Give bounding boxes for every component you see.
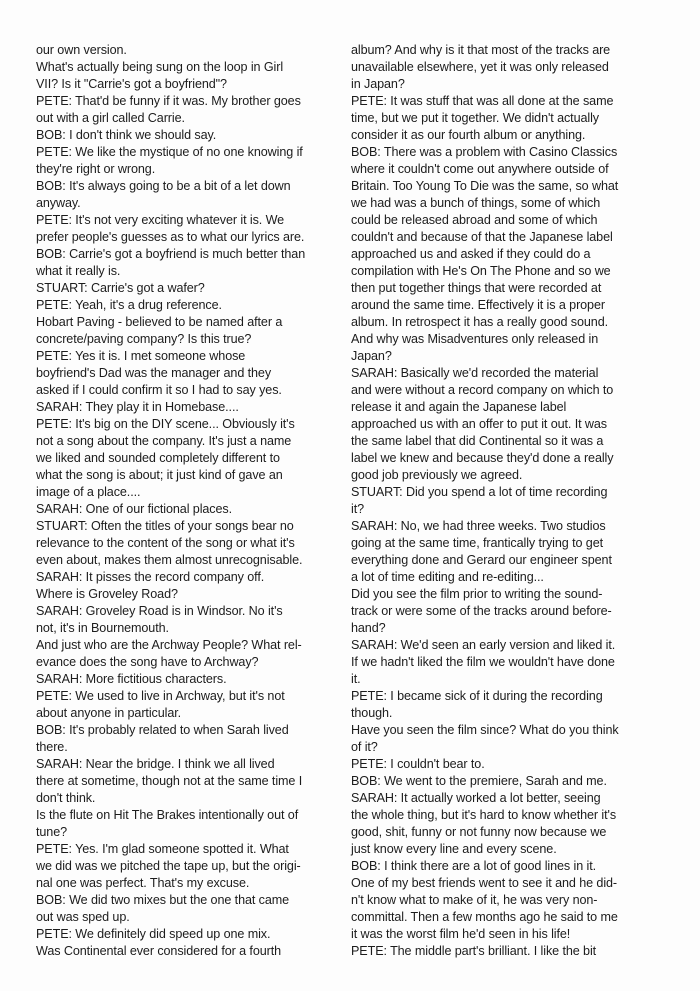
- text-line: in Japan?: [351, 77, 405, 91]
- text-line: going at the same time, frantically trying to get: [351, 536, 603, 550]
- text-line: prefer people's guesses as to what our lyrics are.: [36, 230, 305, 244]
- text-line: not a song about the company. It's just a name: [36, 434, 292, 448]
- text-line: good job previously we agreed.: [351, 468, 523, 482]
- text-line: compilation with He's On The Phone and so we: [351, 264, 611, 278]
- text-line: BOB: I think there are a lot of good lines in it.: [351, 859, 597, 873]
- text-line: asked if I could confirm it so I had to say yes.: [36, 383, 282, 397]
- text-line: BOB: We went to the premiere, Sarah and me.: [351, 774, 607, 788]
- text-line: don't think.: [36, 791, 96, 805]
- text-line: If we hadn't liked the film we wouldn't have done: [351, 655, 615, 669]
- text-line: PETE: It's big on the DIY scene... Obviously it's: [36, 417, 295, 431]
- text-line: PETE: We like the mystique of no one knowing if: [36, 145, 303, 159]
- text-line: PETE: Yes it is. I met someone whose: [36, 349, 246, 363]
- text-line: the same label that did Continental so it was a: [351, 434, 604, 448]
- text-line: SARAH: Basically we'd recorded the material: [351, 366, 599, 380]
- text-line: then put together things that were recorded at: [351, 281, 602, 295]
- text-line: a lot of time editing and re-editing...: [351, 570, 544, 584]
- text-line: relevance to the content of the song or what it's: [36, 536, 295, 550]
- text-line: couldn't and because of that the Japanese label: [351, 230, 613, 244]
- text-line: though.: [351, 706, 393, 720]
- text-line: SARAH: It pisses the record company off.: [36, 570, 265, 584]
- text-line: it was the worst film he'd seen in his life!: [351, 927, 571, 941]
- text-line: of it?: [351, 740, 378, 754]
- text-line: PETE: It's not very exciting whatever it is. We: [36, 213, 285, 227]
- text-line: One of my best friends went to see it and he did-: [351, 876, 618, 890]
- text-line: unavailable elsewhere, yet it was only released: [351, 60, 609, 74]
- text-line: Is the flute on Hit The Brakes intentionally out of: [36, 808, 299, 822]
- text-line: STUART: Carrie's got a wafer?: [36, 281, 205, 295]
- text-line: Where is Groveley Road?: [36, 587, 178, 601]
- text-line: committal. Then a few months ago he said to me: [351, 910, 618, 924]
- text-line: And just who are the Archway People? What rel-: [36, 638, 302, 652]
- text-line: evance does the song have to Archway?: [36, 655, 259, 669]
- text-line: release it and again the Japanese label: [351, 400, 567, 414]
- text-line: SARAH: We'd seen an early version and liked it.: [351, 638, 616, 652]
- text-line: album. In retrospect it has a really good sound.: [351, 315, 609, 329]
- text-line: out was sped up.: [36, 910, 130, 924]
- text-line: BOB: I don't think we should say.: [36, 128, 217, 142]
- text-line: anyway.: [36, 196, 81, 210]
- text-line: everything done and Gerard our engineer spent: [351, 553, 612, 567]
- text-line: Britain. Too Young To Die was the same, so what: [351, 179, 619, 193]
- text-line: BOB: There was a problem with Casino Classics: [351, 145, 618, 159]
- text-line: Have you seen the film since? What do you think: [351, 723, 619, 737]
- text-line: PETE: We definitely did speed up one mix.: [36, 927, 271, 941]
- text-line: nal one was perfect. That's my excuse.: [36, 876, 250, 890]
- text-line: we had was a bunch of things, some of which: [351, 196, 601, 210]
- text-line: STUART: Did you spend a lot of time recording: [351, 485, 608, 499]
- text-line: SARAH: No, we had three weeks. Two studios: [351, 519, 606, 533]
- text-line: what the song is about; it just kind of gave an: [36, 468, 283, 482]
- text-line: could be released abroad and some of which: [351, 213, 598, 227]
- text-line: Did you see the film prior to writing the sound-: [351, 587, 603, 601]
- text-line: just know every line and every scene.: [351, 842, 557, 856]
- text-line: hand?: [351, 621, 386, 635]
- text-line: PETE: Yes. I'm glad someone spotted it. What: [36, 842, 289, 856]
- text-line: SARAH: Groveley Road is in Windsor. No it's: [36, 604, 283, 618]
- text-line: And why was Misadventures only released in: [351, 332, 599, 346]
- text-line: Hobart Paving - believed to be named after a: [36, 315, 283, 329]
- text-line: our own version.: [36, 43, 127, 57]
- text-line: it?: [351, 502, 365, 516]
- text-line: PETE: It was stuff that was all done at the same: [351, 94, 614, 108]
- text-line: they're right or wrong.: [36, 162, 156, 176]
- text-line: PETE: I couldn't bear to.: [351, 757, 485, 771]
- text-line: image of a place....: [36, 485, 141, 499]
- text-line: PETE: Yeah, it's a drug reference.: [36, 298, 222, 312]
- text-line: we liked and sounded completely different to: [36, 451, 280, 465]
- right-text-column: [351, 42, 651, 960]
- text-line: PETE: I became sick of it during the recording: [351, 689, 603, 703]
- text-line: consider it as our fourth album or anything.: [351, 128, 586, 142]
- text-line: where it couldn't come out anywhere outside of: [351, 162, 609, 176]
- text-line: it.: [351, 672, 361, 686]
- text-line: Was Continental ever considered for a fourth: [36, 944, 282, 958]
- text-line: we did was we pitched the tape up, but the origi-: [36, 859, 301, 873]
- text-line: out with a girl called Carrie.: [36, 111, 185, 125]
- text-line: what it really is.: [36, 264, 121, 278]
- text-line: there at sometime, though not at the same time I: [36, 774, 303, 788]
- text-line: concrete/paving company? Is this true?: [36, 332, 252, 346]
- text-line: VII? Is it "Carrie's got a boyfriend"?: [36, 77, 227, 91]
- text-line: around the same time. Effectively it is a proper: [351, 298, 605, 312]
- text-line: SARAH: They play it in Homebase....: [36, 400, 239, 414]
- text-line: time, but we put it together. We didn't actually: [351, 111, 599, 125]
- text-line: BOB: It's always going to be a bit of a let down: [36, 179, 291, 193]
- text-line: track or were some of the tracks around before-: [351, 604, 612, 618]
- text-line: the whole thing, but it's hard to know whether it's: [351, 808, 617, 822]
- text-line: BOB: It's probably related to when Sarah lived: [36, 723, 289, 737]
- text-line: boyfriend's Dad was the manager and they: [36, 366, 272, 380]
- text-line: SARAH: One of our fictional places.: [36, 502, 232, 516]
- text-line: STUART: Often the titles of your songs bear no: [36, 519, 294, 533]
- text-line: good, shit, funny or not funny now because we: [351, 825, 607, 839]
- text-line: and were without a record company on which to: [351, 383, 614, 397]
- left-text-column: [36, 42, 336, 960]
- text-line: BOB: We did two mixes but the one that came: [36, 893, 290, 907]
- text-line: PETE: That'd be funny if it was. My brother goes: [36, 94, 301, 108]
- text-line: even about, makes them almost unrecognisable.: [36, 553, 303, 567]
- text-line: PETE: We used to live in Archway, but it's not: [36, 689, 285, 703]
- text-line: What's actually being sung on the loop in Girl: [36, 60, 284, 74]
- text-line: not, it's in Bournemouth.: [36, 621, 169, 635]
- text-line: album? And why is it that most of the tracks are: [351, 43, 611, 57]
- text-line: Japan?: [351, 349, 392, 363]
- text-line: approached us with an offer to put it out. It was: [351, 417, 607, 431]
- text-line: SARAH: Near the bridge. I think we all lived: [36, 757, 275, 771]
- text-line: about anyone in particular.: [36, 706, 182, 720]
- text-line: label we knew and because they'd done a really: [351, 451, 614, 465]
- text-line: tune?: [36, 825, 68, 839]
- text-line: SARAH: More fictitious characters.: [36, 672, 227, 686]
- text-line: approached us and asked if they could do a: [351, 247, 591, 261]
- text-line: BOB: Carrie's got a boyfriend is much better than: [36, 247, 306, 261]
- text-line: PETE: The middle part's brilliant. I like the bit: [351, 944, 597, 958]
- text-line: there.: [36, 740, 68, 754]
- text-line: n't know what to make of it, he was very non-: [351, 893, 598, 907]
- text-line: SARAH: It actually worked a lot better, seeing: [351, 791, 601, 805]
